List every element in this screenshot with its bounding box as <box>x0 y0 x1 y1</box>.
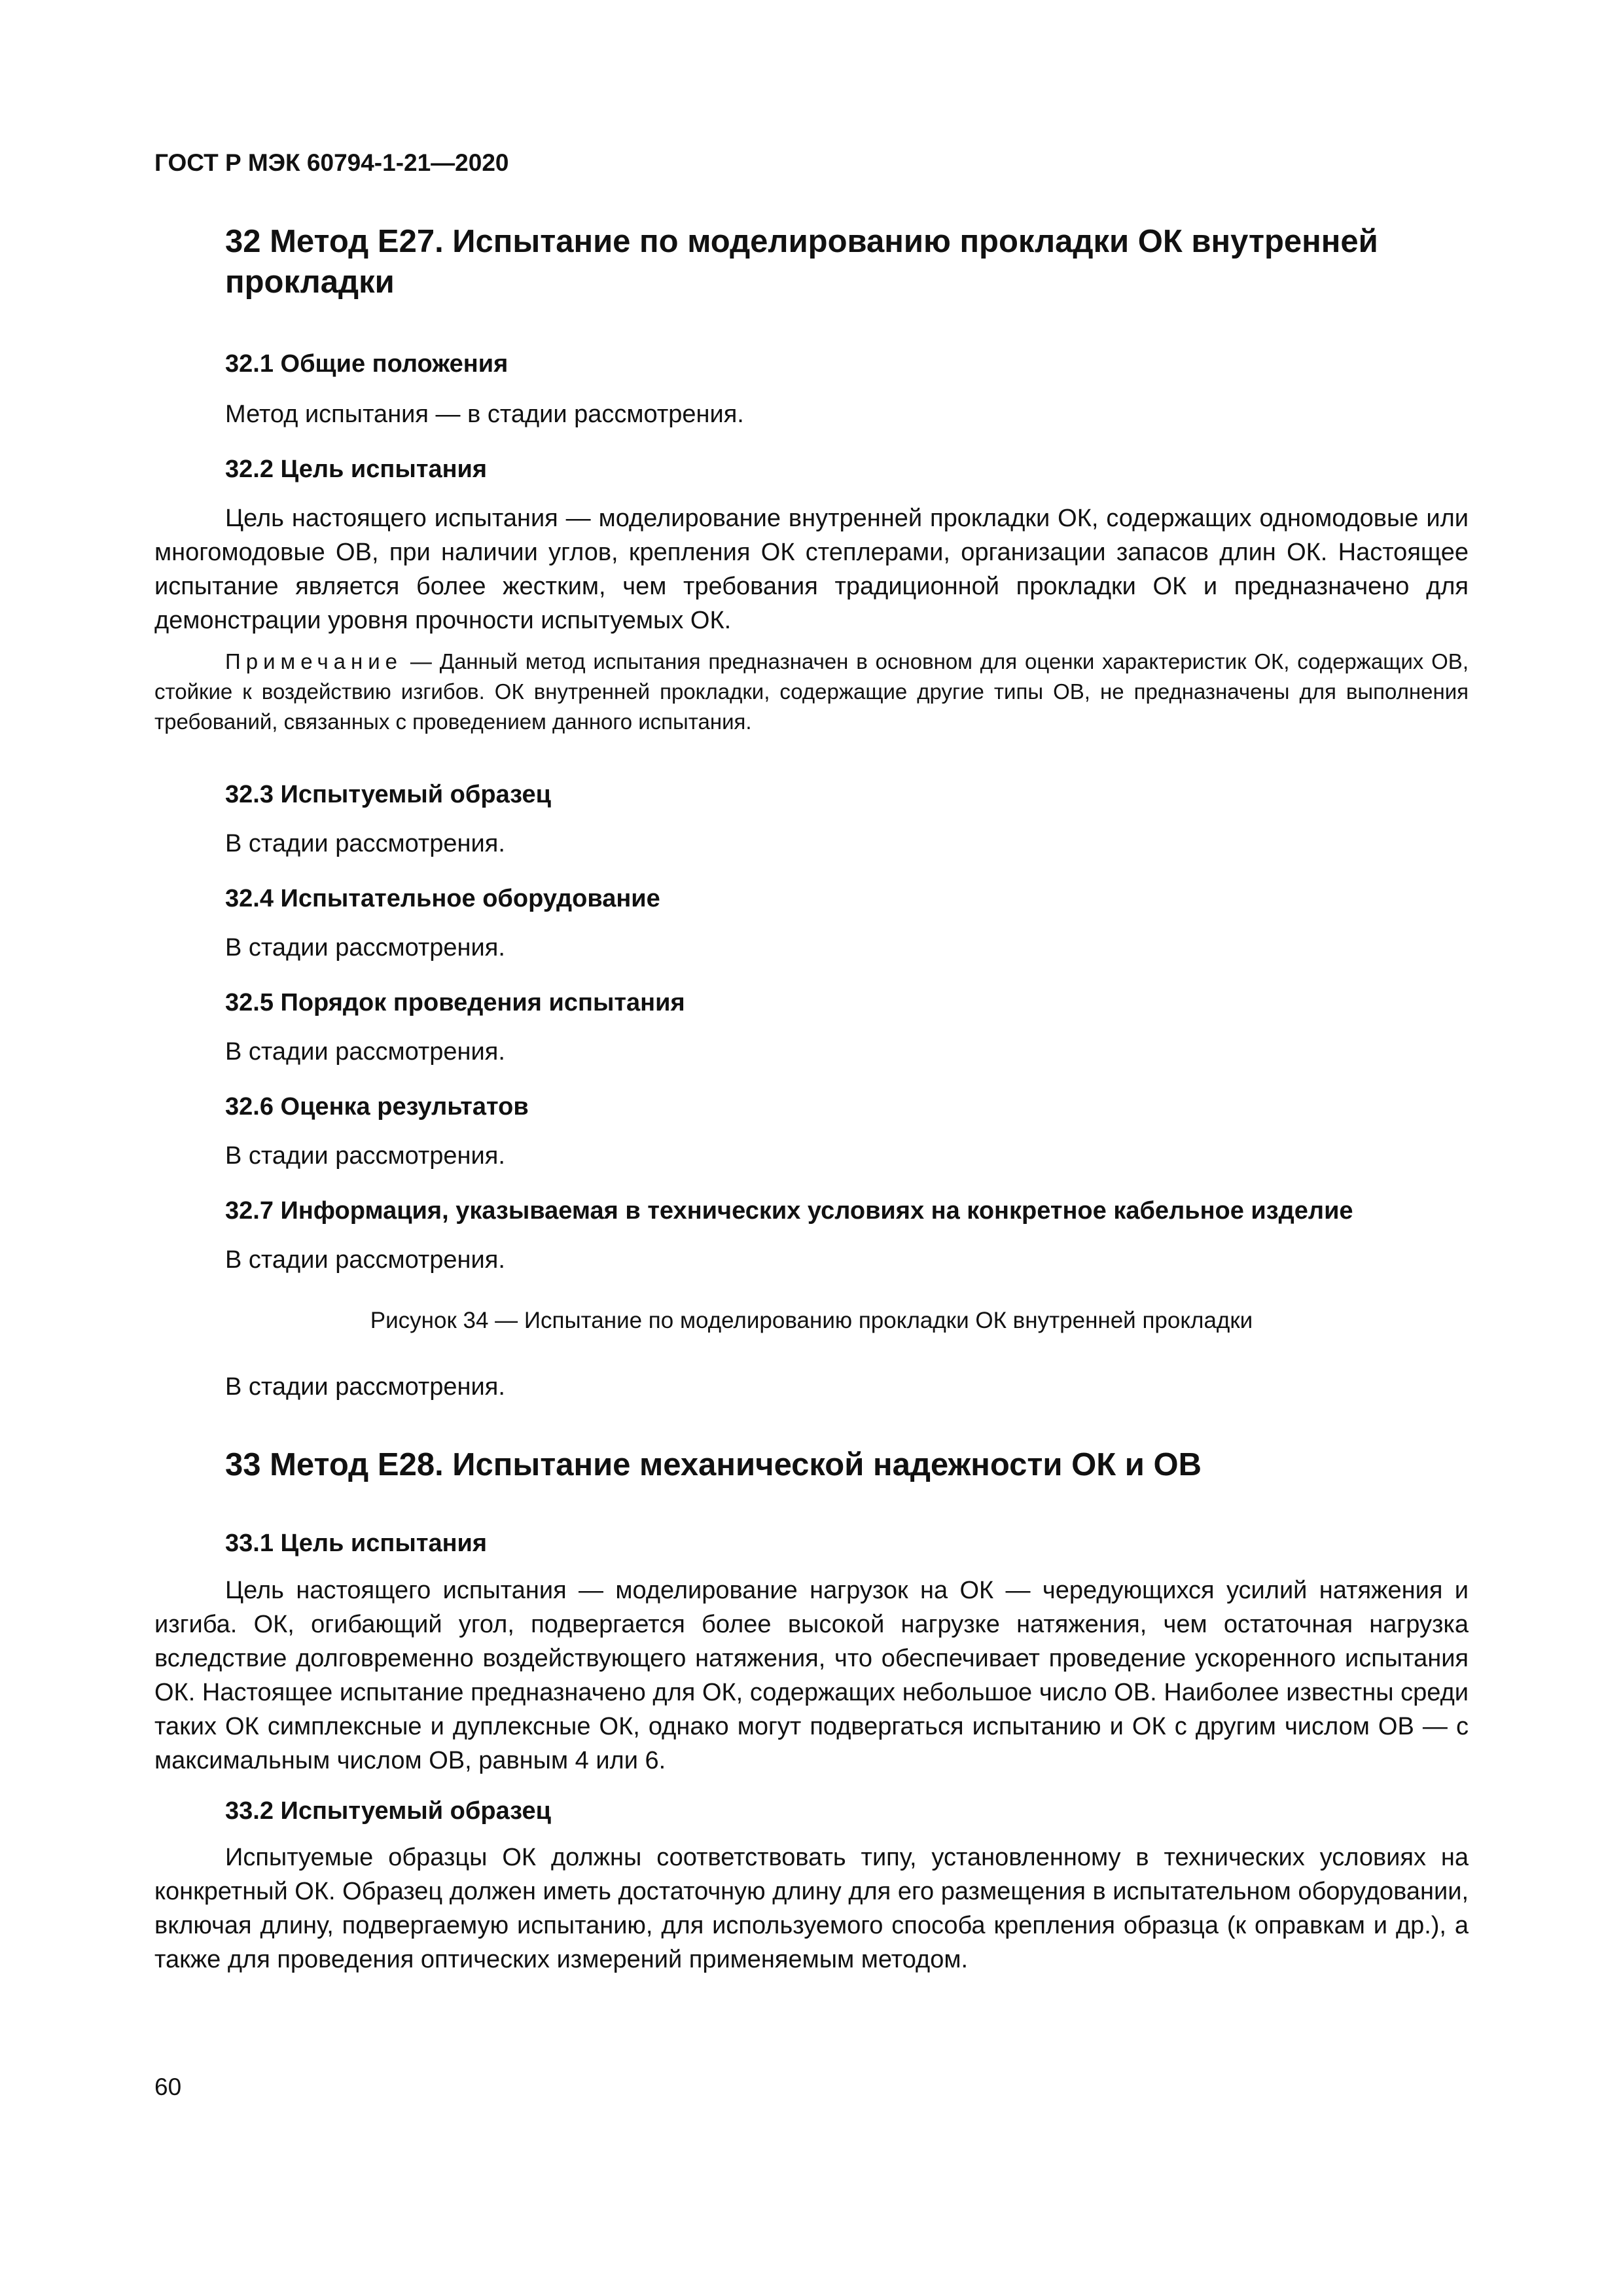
section-32-1-heading: 32.1 Общие положения <box>225 350 508 378</box>
section-32-4-heading: 32.4 Испытательное оборудование <box>225 885 660 912</box>
document-code: ГОСТ Р МЭК 60794-1-21—2020 <box>154 149 509 176</box>
section-33-2-text: Испытуемые образцы ОК должны соответствовать типу, установленному в технических условиях на конкретный ОК. Образец должен иметь достаточную длину для его размещения в испытательном оборудовании, включая длину, подвергаемую испытанию, для используемого способа крепления образца (к оправкам и др.), а также для проведения оптических измерений применяемым методом. <box>154 1844 1469 1973</box>
page-number: 60 <box>154 2073 182 2100</box>
section-32-4-text: В стадии рассмотрения. <box>225 934 505 961</box>
section-32-title: 32 Метод Е27. Испытание по моделированию прокладки ОК внутренней прокладки <box>225 224 1378 300</box>
section-32-2-text: Цель настоящего испытания — моделирование внутренней прокладки ОК, содержащих одномодовые или многомодовые ОВ, при наличии углов, крепления ОК степлерами, организации запасов длин ОК. Настоящее испытание является более жестким, чем требования традиционной прокладки ОК и предназначено для демонстрации уровня прочности испытуемых ОК. <box>154 505 1469 634</box>
section-32-7-text: В стадии рассмотрения. <box>225 1246 505 1274</box>
note-text: — Данный метод испытания предназначен в основном для оценки характеристик ОК, содержащих ОВ, стойкие к воздействию изгибов. ОК внутренней прокладки, содержащие другие типы ОВ, не предназначены для выполнения требований, связанных с проведением данного испытания. <box>154 649 1469 734</box>
section-33-1-text: Цель настоящего испытания — моделирование нагрузок на ОК — чередующихся усилий натяжения и изгиба. ОК, огибающий угол, подвергается более высокой нагрузке натяжения, чем остаточная нагрузка вследствие долговременно воздействующего натяжения, что обеспечивает проведение ускоренного испытания ОК. Настоящее испытание предназначено для ОК, содержащих небольшое число ОВ. Наиболее известны среди таких ОК симплексные и дуплексные ОК, однако могут подвергаться испытанию и ОК с другим числом ОВ — с максимальным числом ОВ, равным 4 или 6. <box>154 1577 1469 1774</box>
section-32-6-text: В стадии рассмотрения. <box>225 1142 505 1170</box>
section-32-1-text: Метод испытания — в стадии рассмотрения. <box>225 401 744 428</box>
section-32-5-heading: 32.5 Порядок проведения испытания <box>225 989 685 1016</box>
section-32-7-heading: 32.7 Информация, указываемая в технических условиях на конкретное кабельное изделие <box>225 1197 1353 1225</box>
section-32-3-heading: 32.3 Испытуемый образец <box>225 781 552 808</box>
section-32-3-text: В стадии рассмотрения. <box>225 830 505 857</box>
section-32-6-heading: 32.6 Оценка результатов <box>225 1093 529 1121</box>
section-33-2-heading: 33.2 Испытуемый образец <box>225 1797 552 1825</box>
section-32-2-heading: 32.2 Цель испытания <box>225 456 488 483</box>
figure-text: В стадии рассмотрения. <box>225 1373 505 1401</box>
note-label: Примечание <box>225 649 403 673</box>
section-32-5-text: В стадии рассмотрения. <box>225 1038 505 1066</box>
section-33-title: 33 Метод Е28. Испытание механической надежности ОК и ОВ <box>225 1447 1202 1482</box>
section-33-1-heading: 33.1 Цель испытания <box>225 1530 488 1557</box>
figure-caption: Рисунок 34 — Испытание по моделированию прокладки ОК внутренней прокладки <box>370 1308 1253 1333</box>
note <box>154 647 1469 737</box>
